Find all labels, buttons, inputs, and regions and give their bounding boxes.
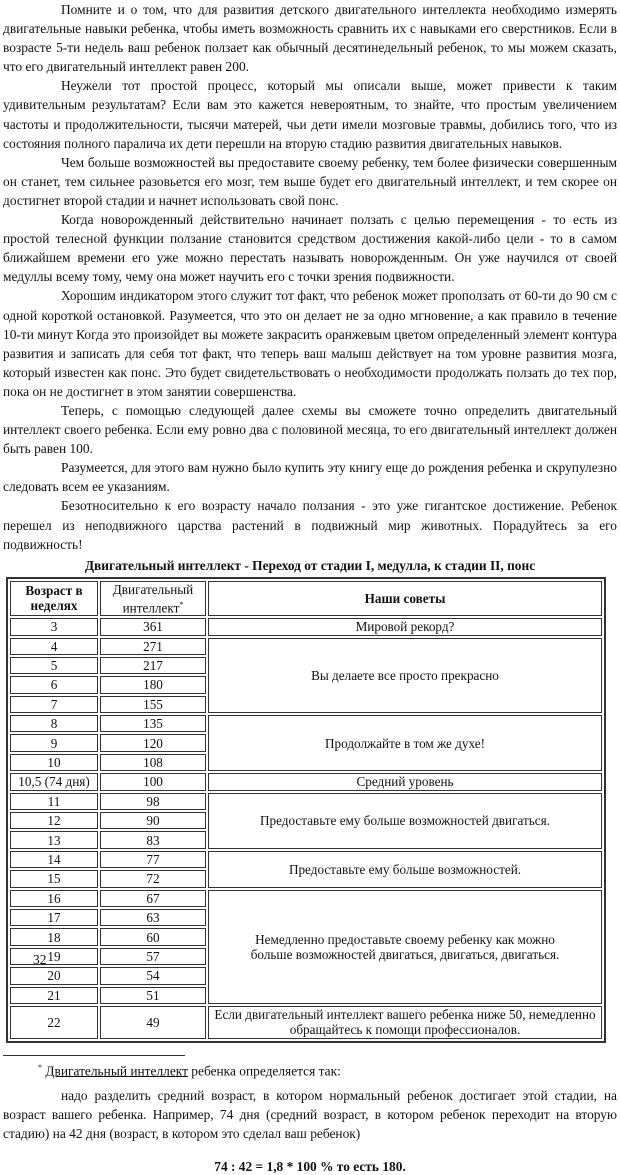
intelligence-cell: 51	[100, 987, 206, 1004]
motor-intelligence-table	[6, 577, 606, 1043]
intelligence-cell: 49	[100, 1006, 206, 1039]
table-row	[10, 890, 602, 907]
footnote-term: Двигательный интеллект	[45, 1063, 188, 1079]
header-intelligence-label: Двигательный интеллект	[112, 581, 194, 616]
intelligence-cell: 57	[100, 948, 206, 965]
intelligence-cell: 60	[100, 928, 206, 945]
footnote-text: надо разделить средний возраст, в котором нормальный ребенок достигает этой стадии, на возраст вашего ребенка. Например, 74 дня (средний возраст, в котором ребенок переходит на вторую стадию) на 42 дня (возраст, в котором это сделал ваш ребенок)	[3, 1088, 617, 1142]
header-age: Возраст в неделях	[10, 581, 98, 616]
age-cell: 17	[10, 909, 98, 926]
age-cell: 14	[10, 851, 98, 868]
age-cell: 16	[10, 890, 98, 907]
age-cell: 12	[10, 812, 98, 829]
advice-cell: Средний уровень	[208, 773, 602, 790]
intelligence-cell: 98	[100, 793, 206, 810]
intelligence-cell: 155	[100, 696, 206, 713]
table-header-row	[10, 581, 602, 616]
age-cell: 3	[10, 618, 98, 635]
formula: 74 : 42 = 1,8 * 100 % то есть 180.	[214, 1159, 406, 1175]
age-cell: 21	[10, 987, 98, 1004]
advice-cell: Продолжайте в том же духе!	[208, 715, 602, 771]
table-row	[10, 715, 602, 732]
age-cell: 4	[10, 638, 98, 655]
table-row	[10, 793, 602, 810]
advice-cell: Предоставьте ему больше возможностей двигаться.	[208, 793, 602, 849]
paragraph: Помните и о том, что для развития детского двигательного интеллекта необходимо измерять двигательные навыки ребенка, чтобы иметь возможность сравнить их с навыками его сверстников. Если в возрасте 5-ти недель ваш ребенок ползает как обычный десятинедельный ребенок, то мы можем сказать, что его двигательный интеллект равен 200.	[3, 2, 617, 75]
advice-cell: Мировой рекорд?	[208, 618, 602, 635]
intelligence-cell: 100	[100, 773, 206, 790]
advice-cell: Если двигательный интеллект вашего ребенка ниже 50, немедленно обращайтесь к помощи профессионалов.	[208, 1006, 602, 1039]
intelligence-cell: 361	[100, 618, 206, 635]
intelligence-cell: 120	[100, 734, 206, 751]
paragraph: Безотносительно к его возрасту начало ползания - это уже гигантское достижение. Ребенок перешел из неподвижного царства растений в подвижный мир животных. Порадуйтесь за его подвижность!	[3, 498, 617, 552]
footnote-mark: *	[179, 599, 184, 609]
intelligence-cell: 217	[100, 657, 206, 674]
intelligence-cell: 83	[100, 831, 206, 848]
age-cell: 8	[10, 715, 98, 732]
intelligence-cell: 90	[100, 812, 206, 829]
intelligence-cell: 72	[100, 870, 206, 887]
advice-cell: Вы делаете все просто прекрасно	[208, 638, 602, 714]
age-cell: 22	[10, 1006, 98, 1039]
age-cell: 10,5 (74 дня)	[10, 773, 98, 790]
paragraph: Когда новорожденный действительно начинает ползать с целью перемещения - то есть из простой телесной функции ползание становится средством достижения какой-либо цели - то в самом ближайшем времени его уже можно перестать называть новорожденным. Он уже научился от своей медуллы всему тому, чему она может научить его с точки зрения подвижности.	[3, 212, 617, 285]
intelligence-cell: 271	[100, 638, 206, 655]
intelligence-cell: 63	[100, 909, 206, 926]
table-caption: Двигательный интеллект - Переход от стадии I, медулла, к стадии II, понс	[84, 557, 536, 573]
paragraph: Разумеется, для этого вам нужно было купить эту книгу еще до рождения ребенка и скрупулезно следовать всем ее указаниям.	[3, 460, 617, 495]
intelligence-cell: 108	[100, 754, 206, 771]
table-row	[10, 773, 602, 790]
age-cell: 10	[10, 754, 98, 771]
footnote	[38, 1059, 617, 1080]
intelligence-cell: 180	[100, 676, 206, 693]
advice-cell: Предоставьте ему больше возможностей.	[208, 851, 602, 888]
advice-cell: Немедленно предоставьте своему ребенку как можно больше возможностей двигаться, двигаться, двигаться.	[208, 890, 602, 1004]
age-cell: 18	[10, 928, 98, 945]
paragraph: Теперь, с помощью следующей далее схемы вы сможете точно определить двигательный интеллект своего ребенка. Если ему ровно два с половиной месяца, то его двигательный интеллект должен быть равен 100.	[3, 402, 617, 457]
intelligence-cell: 77	[100, 851, 206, 868]
age-cell: 6	[10, 676, 98, 693]
footnote-divider	[3, 1055, 185, 1056]
age-cell: 9	[10, 734, 98, 751]
age-cell: 11	[10, 793, 98, 810]
footnote-rest: ребенка определяется так:	[187, 1063, 341, 1079]
age-cell: 20	[10, 967, 98, 984]
table-row	[10, 638, 602, 655]
age-cell: 5	[10, 657, 98, 674]
paragraph: Чем больше возможностей вы предоставите своему ребенку, тем более физически совершенным он станет, тем сильнее разовьется его мозг, тем выше будет его двигательный интеллект, и тем скорее он достигнет второй стадии и начнет использовать свой понс.	[3, 154, 617, 208]
body-text	[3, 0, 617, 554]
age-cell: 15	[10, 870, 98, 887]
header-advice: Наши советы	[208, 581, 602, 616]
intelligence-cell: 67	[100, 890, 206, 907]
table-row	[10, 851, 602, 868]
age-cell: 13	[10, 831, 98, 848]
paragraph: Хорошим индикатором этого служит тот факт, что ребенок может проползать от 60-ти до 90 см с одной короткой остановкой. Разумеется, что это он делает не за одно мгновение, а как правило в течение 10-ти минут Когда это произойдет вы можете закрасить оранжевым цветом определенный элемент контура развития и записать для себя тот факт, что теперь ваш малыш действует на том уровне развития мозга, который известен как понс. Это будет свидетельствовать о необходимости продолжать ползать до тех пор, пока он не достигнет в этом занятии совершенства.	[3, 288, 617, 399]
intelligence-cell: 54	[100, 967, 206, 984]
header-intelligence	[100, 581, 206, 616]
table-row	[10, 618, 602, 635]
intelligence-cell: 135	[100, 715, 206, 732]
page-number: 32	[33, 952, 47, 967]
paragraph: Неужели тот простой процесс, который мы описали выше, может привести к таким удивительным результатам? Если вам это кажется невероятным, то знайте, что простым увеличением частоты и продолжительности, тысячи матерей, чьи дети имели мозговые травмы, добились того, что из состояния полного паралича их дети перешли на вторую стадию развития двигательных навыков.	[3, 78, 617, 151]
age-cell: 19	[10, 948, 98, 965]
footnote-mark: *	[38, 1062, 42, 1072]
table-row	[10, 1006, 602, 1039]
age-cell: 7	[10, 696, 98, 713]
